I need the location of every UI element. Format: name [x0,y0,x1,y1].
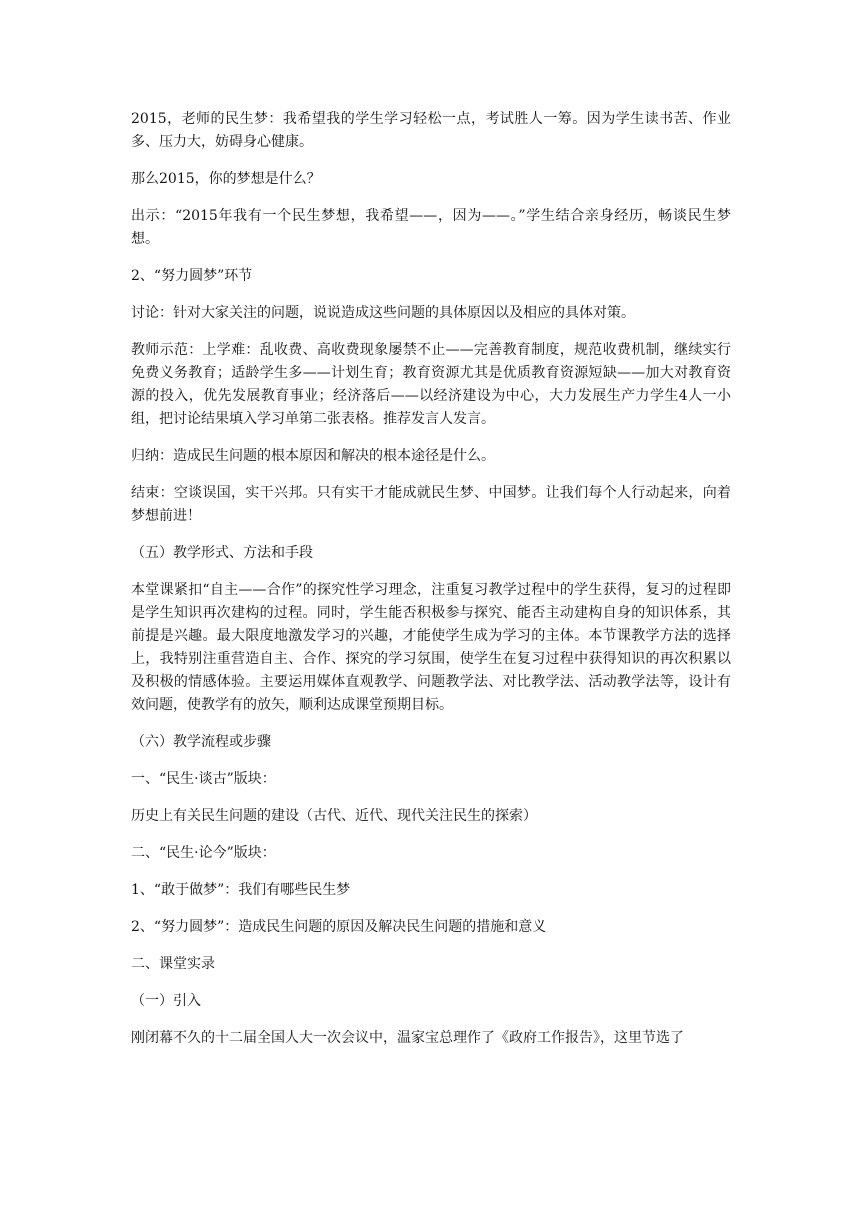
paragraph-heading-5: （五）教学形式、方法和手段 [131,545,313,561]
paragraph-section-heading-2: 2、“努力圆梦”环节 [131,268,253,284]
paragraph-teacher-demo: 教师示范：上学难：乱收费、高收费现象屡禁不止——完善教育制度，规范收费机制，继续实行免费义务教育；适龄学生多——计划生育；教育资源尤其是优质教育资源短缺——加大对教育资源的投入，优先发展教育事业；经济落后——以经济建设为中心，大力发展生产力学生4人一小组，把讨论结果填入学习单第二张表格。推荐发言人发言。 [131,342,731,427]
paragraph-classroom-record: 二、课堂实录 [131,956,215,972]
paragraph-introduction: （一）引入 [131,993,201,1009]
paragraph-your-dream-question: 那么2015，你的梦想是什么？ [131,171,321,187]
paragraph-block-two: 二、“民生·论今”版块： [131,845,276,861]
paragraph-history: 历史上有关民生问题的建设（古代、近代、现代关注民生的探索） [131,808,537,824]
paragraph-teaching-methods: 本堂课紧扣“自主——合作”的探究性学习理念，注重复习教学过程中的学生获得，复习的过程即是学生知识再次建构的过程。同时，学生能否积极参与探究、能否主动建构自身的知识体系，其前提是兴趣。最大限度地激发学习的兴趣，才能使学生成为学习的主体。本节课教学方法的选择上，我特别注重营造自主、合作、探究的学习氛围，使学生在复习过程中获得知识的再次积累以及积极的情感体验。主要运用媒体直观教学、问题教学法、对比教学法、活动教学法等，设计有效问题，使教学有的放矢，顺利达成课堂预期目标。 [131,582,731,713]
paragraph-dare-to-dream: 1、“敢于做梦”：我们有哪些民生梦 [131,882,351,898]
paragraph-heading-6: （六）教学流程或步骤 [131,734,271,750]
paragraph-summary: 归纳：造成民生问题的根本原因和解决的根本途径是什么。 [131,448,495,464]
paragraph-conclusion: 结束：空谈误国，实干兴邦。只有实干才能成就民生梦、中国梦。让我们每个人行动起来，向着梦想前进！ [131,485,731,524]
paragraph-intro-text: 刚闭幕不久的十二届全国人大一次会议中，温家宝总理作了《政府工作报告》，这里节选了 [131,1030,684,1046]
document-body [131,108,731,1064]
paragraph-work-to-achieve: 2、“努力圆梦”：造成民生问题的原因及解决民生问题的措施和意义 [131,919,547,935]
paragraph-show-prompt: 出示：“2015年我有一个民生梦想，我希望——，因为——。”学生结合亲身经历，畅谈民生梦想。 [131,208,731,247]
paragraph-teacher-dream: 2015，老师的民生梦：我希望我的学生学习轻松一点，考试胜人一筹。因为学生读书苦、作业多、压力大，妨碍身心健康。 [131,111,731,150]
paragraph-discussion: 讨论：针对大家关注的问题，说说造成这些问题的具体原因以及相应的具体对策。 [131,305,635,321]
paragraph-block-one: 一、“民生·谈古”版块： [131,771,276,787]
